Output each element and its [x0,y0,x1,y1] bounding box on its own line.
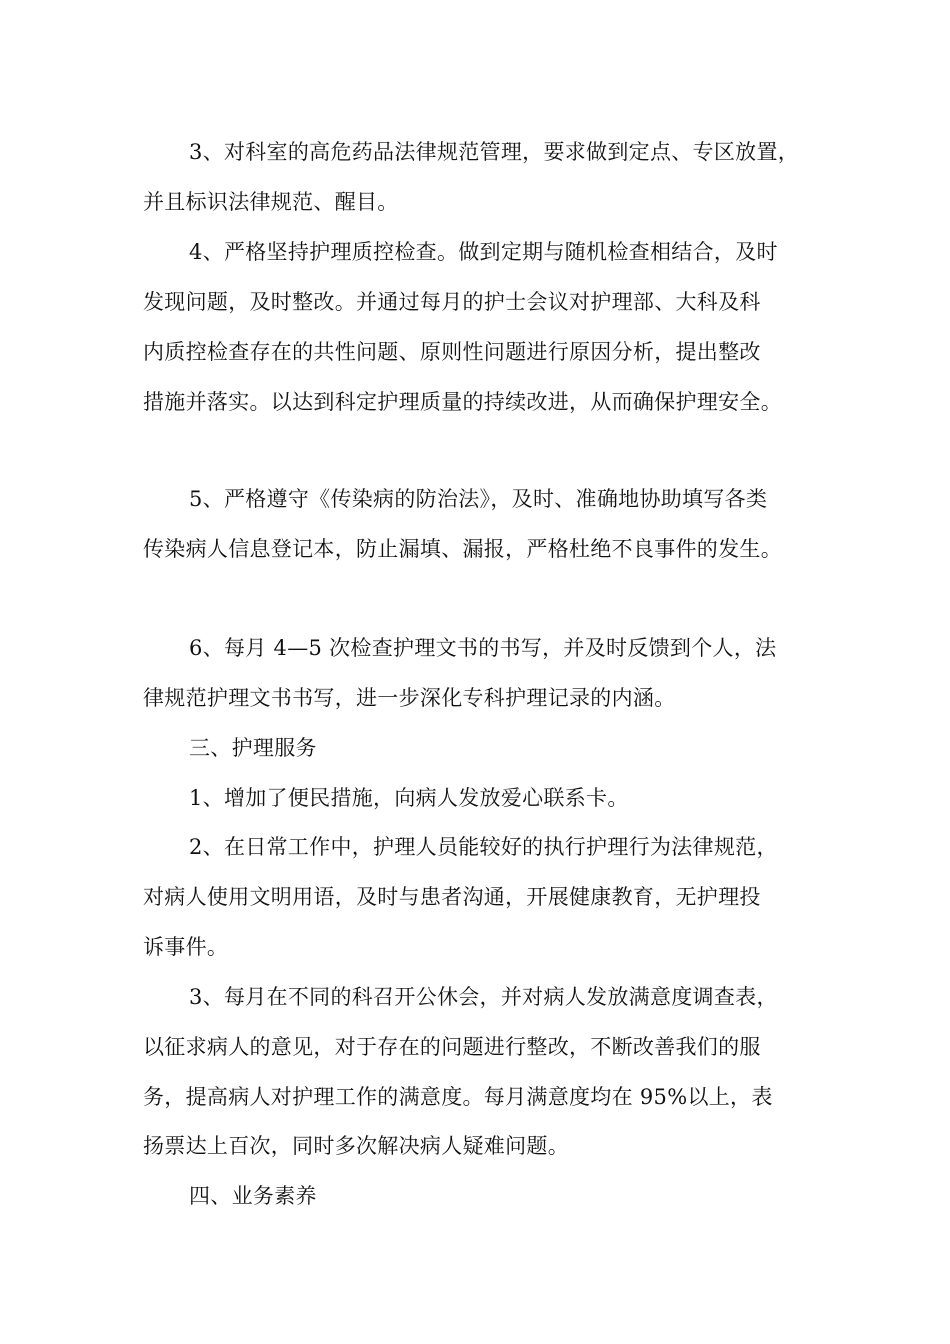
service-item-3-line-2: 以征求病人的意见，对于存在的问题进行整改，不断改善我们的服 [143,1035,761,1059]
paragraph-6-line-1: 6、每月 4—5 次检查护理文书的书写，并及时反馈到个人，法 [189,636,777,660]
paragraph-4-line-4: 措施并落实。以达到科定护理质量的持续改进，从而确保护理安全。 [143,390,782,414]
paragraph-3-line-1: 3、对科室的高危药品法律规范管理，要求做到定点、专区放置， [189,140,800,164]
service-item-3-line-1: 3、每月在不同的科召开公休会，并对病人发放满意度调查表， [189,985,778,1009]
paragraph-4-line-2: 发现问题，及时整改。并通过每月的护士会议对护理部、大科及科 [143,290,761,314]
paragraph-5-line-1: 5、严格遵守《传染病的防治法》，及时、准确地协助填写各类 [189,487,768,511]
section-heading-nursing-service: 三、护理服务 [189,736,317,760]
service-item-2-line-1: 2、在日常工作中，护理人员能较好的执行护理行为法律规范， [189,835,778,859]
paragraph-4-line-3: 内质控检查存在的共性问题、原则性问题进行原因分析，提出整改 [143,340,761,364]
paragraph-4-line-1: 4、严格坚持护理质控检查。做到定期与随机检查相结合，及时 [189,240,778,264]
paragraph-5-line-2: 传染病人信息登记本，防止漏填、漏报，严格杜绝不良事件的发生。 [143,537,782,561]
service-item-1: 1、增加了便民措施，向病人发放爱心联系卡。 [189,786,629,810]
service-item-3-line-4: 扬票达上百次，同时多次解决病人疑难问题。 [143,1134,569,1158]
paragraph-6-line-2: 律规范护理文书书写，进一步深化专科护理记录的内涵。 [143,686,676,710]
service-item-2-line-2: 对病人使用文明用语，及时与患者沟通，开展健康教育，无护理投 [143,885,761,909]
service-item-2-line-3: 诉事件。 [143,935,229,959]
service-item-3-line-3: 务，提高病人对护理工作的满意度。每月满意度均在 95%以上，表 [143,1085,773,1109]
section-heading-professional-quality: 四、业务素养 [189,1184,317,1208]
paragraph-3-line-2: 并且标识法律规范、醒目。 [143,190,399,214]
